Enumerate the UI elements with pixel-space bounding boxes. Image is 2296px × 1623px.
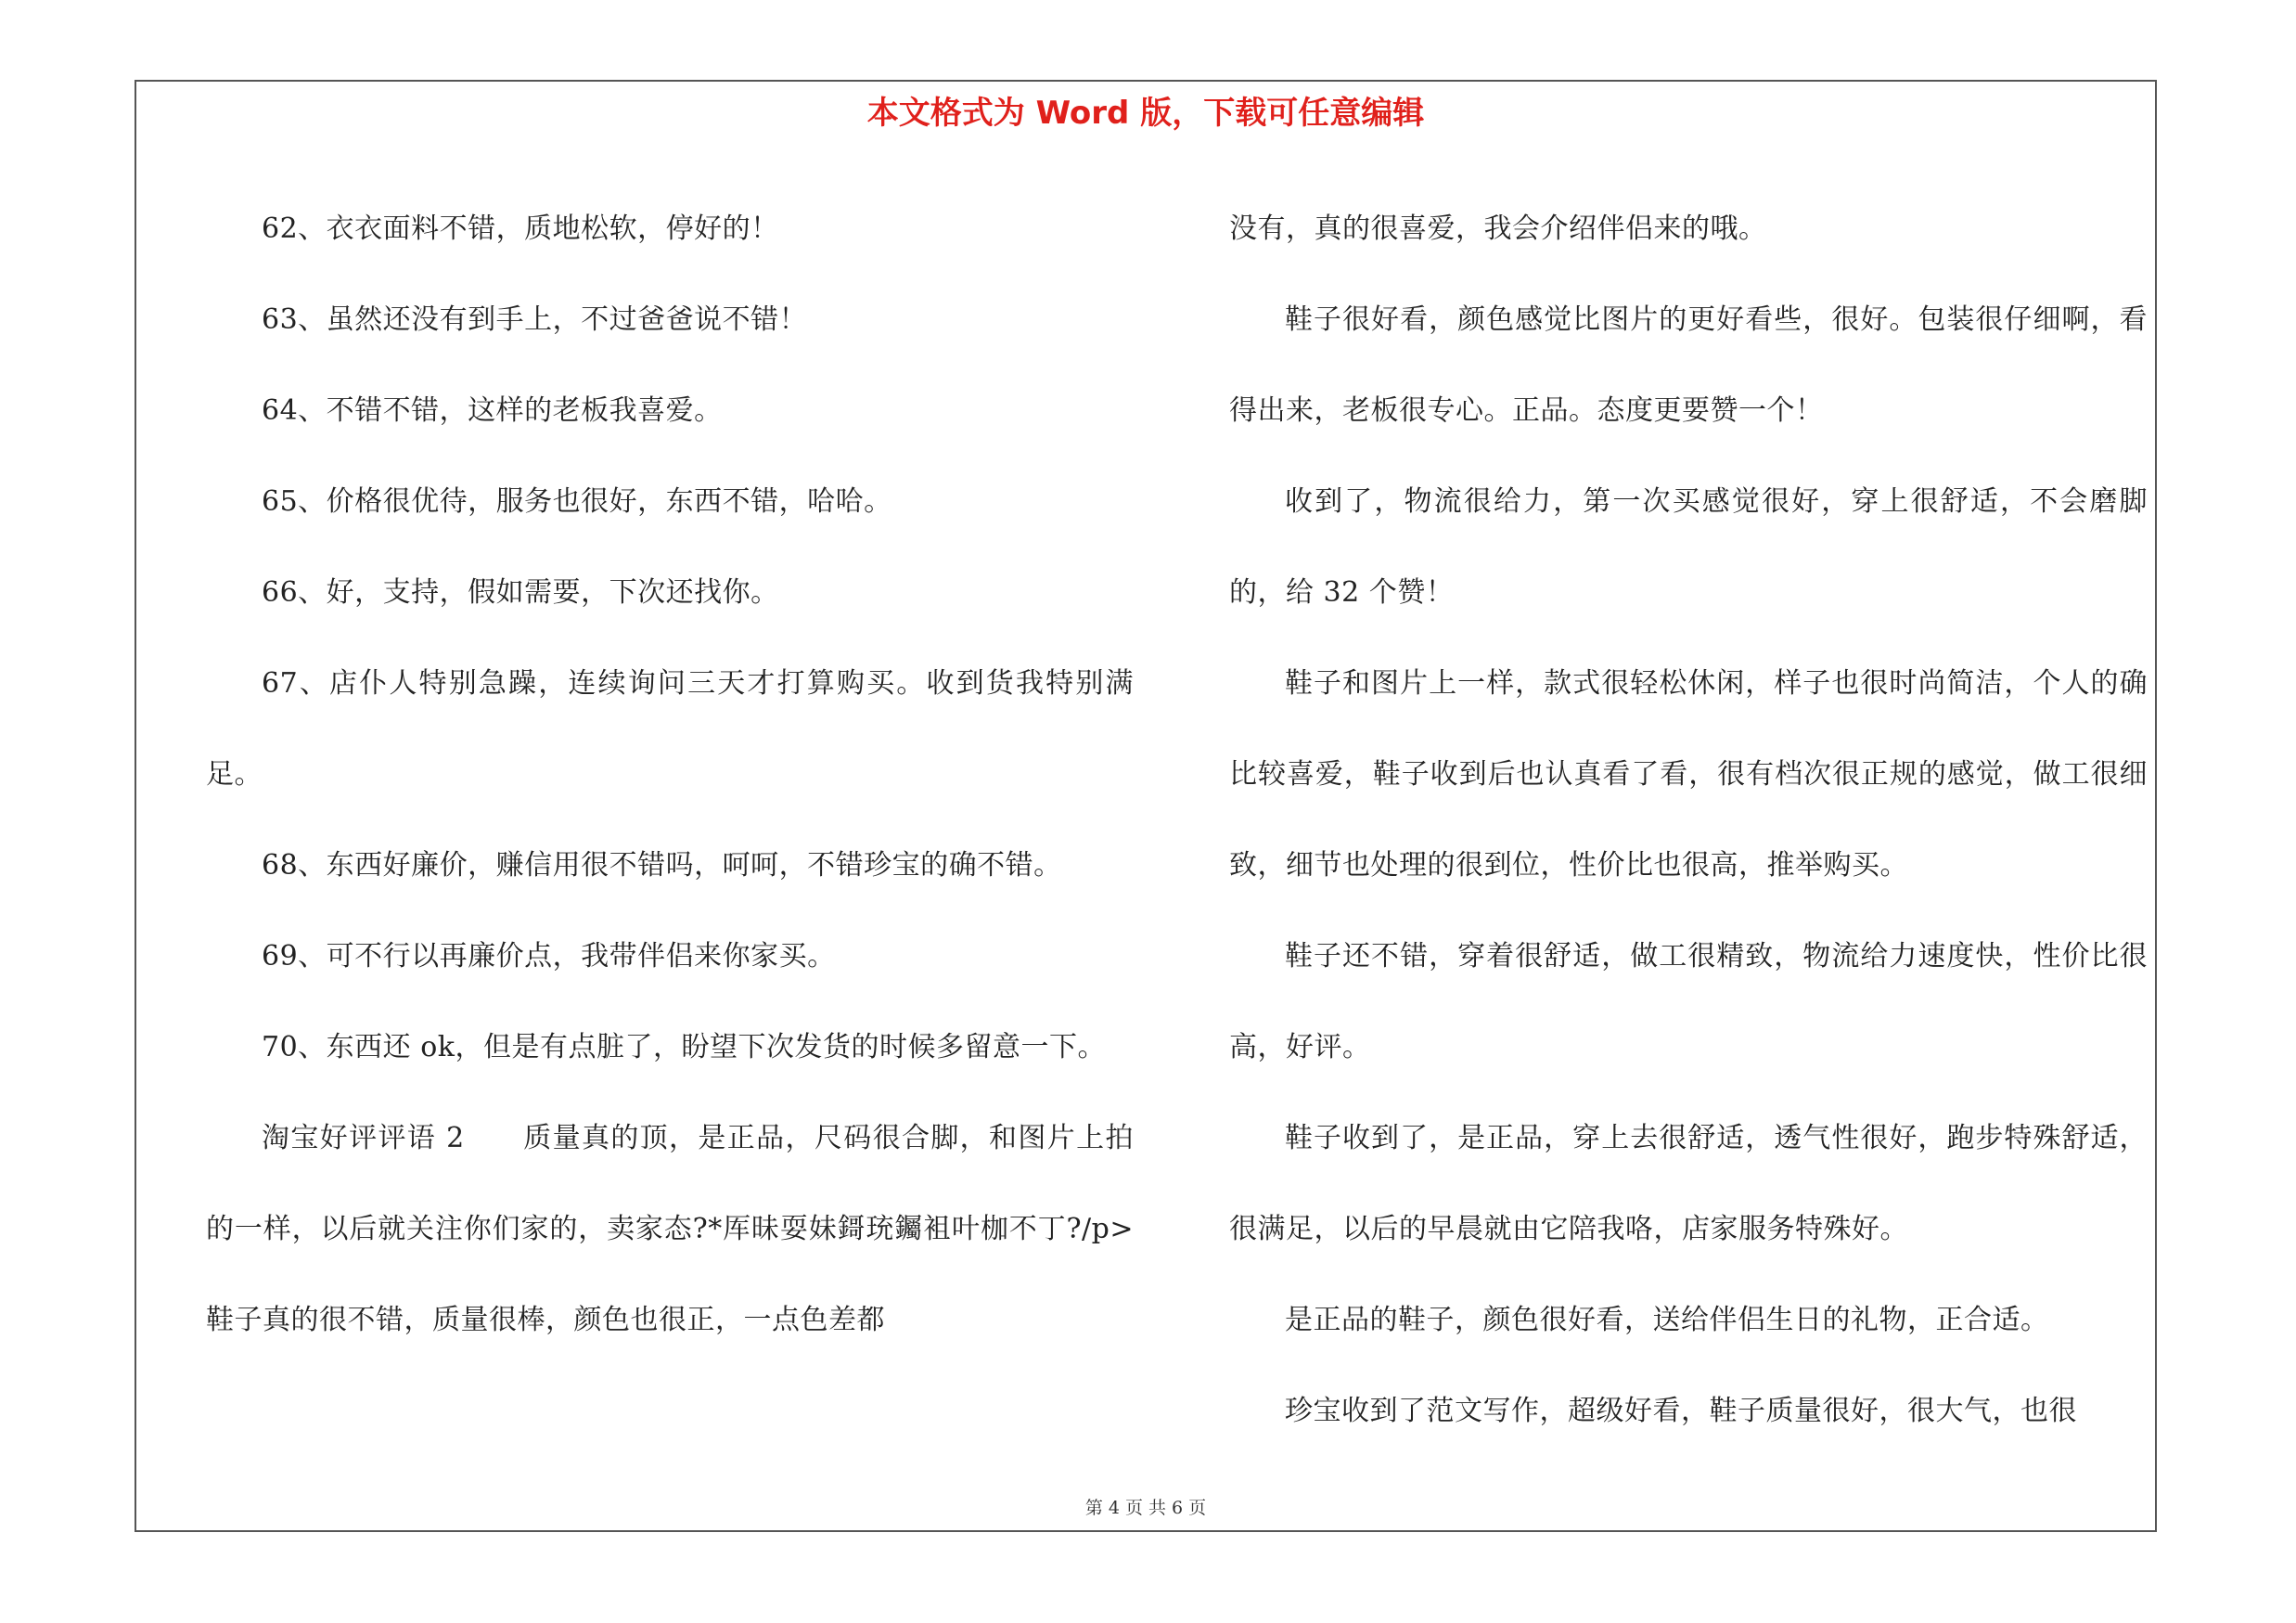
paragraph: 是正品的鞋子，颜色很好看，送给伴侣生日的礼物，正合适。 [1285,1304,2049,1336]
paragraph: 收到了，物流很给力，第一次买感觉很好，穿上很舒适，不会磨脚的，给 32 个赞！ [1229,485,2148,609]
paragraph: 63、虽然还没有到手上，不过爸爸说不错！ [262,303,808,336]
paragraph: 68、东西好廉价，赚信用很不错吗，呵呵，不错珍宝的确不错。 [262,849,1062,882]
paragraph: 鞋子还不错，穿着很舒适，做工很精致，物流给力速度快，性价比很高，好评。 [1229,940,2148,1063]
document-page [135,80,2157,1532]
paragraph: 62、衣衣面料不错，质地松软，停好的！ [262,213,779,245]
paragraph: 66、好，支持，假如需要，下次还找你。 [262,576,779,609]
paragraph: 珍宝收到了范文写作，超级好看，鞋子质量很好，很大气，也很 [1285,1395,2077,1427]
paragraph: 淘宝好评评语 2 质量真的顶，是正品，尺码很合脚，和图片上拍的一样，以后就关注你们家的，卖家态?*厍昧耍妹鎶珫钃袓叶枷不丁?/p> 鞋子真的很不错，质量很棒，颜色也很正，一点色差都 [206,1122,1190,1336]
paragraph: 65、价格很优待，服务也很好，东西不错，哈哈。 [262,485,892,518]
paragraph: 70、东西还 ok，但是有点脏了，盼望下次发货的时候多留意一下。 [262,1031,1106,1063]
paragraph: 69、可不行以再廉价点，我带伴侣来你家买。 [262,940,836,973]
page-header: 本文格式为 Word 版，下载可任意编辑 [866,95,1425,132]
left-column [206,184,1190,1366]
paragraph: 鞋子收到了，是正品，穿上去很舒适，透气性很好，跑步特殊舒适，很满足，以后的早晨就由它陪我咯，店家服务特殊好。 [1229,1122,2148,1245]
paragraph: 64、不错不错，这样的老板我喜爱。 [262,394,723,427]
paragraph: 鞋子和图片上一样，款式很轻松休闲，样子也很时尚简洁，个人的确比较喜爱，鞋子收到后也认真看了看，很有档次很正规的感觉，做工很细致，细节也处理的很到位，性价比也很高，推举购买。 [1229,667,2148,882]
paragraph: 鞋子很好看，颜色感觉比图片的更好看些，很好。包装很仔细啊，看得出来，老板很专心。正品。态度更要赞一个！ [1229,303,2148,427]
paragraph: 67、店仆人特别急躁，连续询问三天才打算购买。收到货我特别满足。 [206,667,1134,791]
paragraph-continuation: 没有，真的很喜爱，我会介绍伴侣来的哦。 [1229,213,1767,245]
page-number: 第 4 页 共 6 页 [1084,1498,1207,1518]
right-column [1229,184,2148,1457]
